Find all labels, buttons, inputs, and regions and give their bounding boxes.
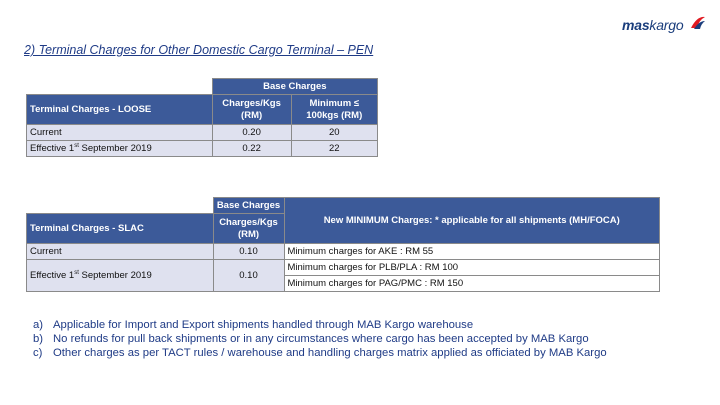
- maskargo-logo: [622, 17, 683, 33]
- row-label: Current: [27, 125, 213, 141]
- note-text: No refunds for pull back shipments or in any circumstances where cargo has been accepted by MAB Kargo: [53, 333, 589, 345]
- row-label: [27, 141, 213, 157]
- page-title: 2) Terminal Charges for Other Domestic Cargo Terminal – PEN: [24, 43, 374, 57]
- row-label: Current: [27, 244, 214, 260]
- minimum-header: Minimum ≤ 100kgs (RM): [291, 95, 377, 125]
- loose-row-header: Terminal Charges - LOOSE: [27, 95, 213, 125]
- note-label: b): [33, 333, 44, 345]
- slac-row-header: Terminal Charges - SLAC: [27, 214, 214, 244]
- minimum-value: 20: [291, 125, 377, 141]
- table-row: [27, 141, 378, 157]
- wau-logo-icon: [689, 14, 707, 32]
- row-label-sup: st: [74, 269, 79, 276]
- table-row: [27, 260, 660, 276]
- notes-list: [33, 318, 607, 360]
- row-label-text: September 2019: [78, 143, 152, 155]
- minimum-charge-pag: Minimum charges for PAG/PMC : RM 150: [284, 276, 660, 292]
- new-minimum-header: New MINIMUM Charges: * applicable for all shipments (MH/FOCA): [284, 198, 660, 244]
- minimum-value: 22: [291, 141, 377, 157]
- base-charges-header: Base Charges: [213, 198, 284, 214]
- logo-mas-text: mas: [622, 17, 650, 33]
- row-label-sup: st: [74, 142, 79, 149]
- row-label-text: Effective 1: [30, 270, 75, 282]
- charge-value: 0.10: [213, 260, 284, 292]
- note-label: c): [33, 347, 43, 359]
- charges-per-kg-header: Charges/Kgs (RM): [213, 214, 284, 244]
- row-label-text: September 2019: [78, 270, 152, 282]
- table-row: [27, 244, 660, 260]
- logo-kargo-text: kargo: [649, 17, 684, 33]
- charge-value: 0.20: [212, 125, 291, 141]
- row-label-text: Effective 1: [30, 143, 75, 155]
- minimum-charge-plb: Minimum charges for PLB/PLA : RM 100: [284, 260, 660, 276]
- slac-charges-table: [26, 197, 660, 292]
- list-item: [33, 318, 607, 332]
- table-row: [27, 125, 378, 141]
- row-label: [27, 260, 214, 292]
- note-text: Applicable for Import and Export shipments handled through MAB Kargo warehouse: [53, 319, 474, 331]
- note-text: Other charges as per TACT rules / warehouse and handling charges matrix applied as officiated by MAB Kargo: [53, 347, 607, 359]
- minimum-charge-ake: Minimum charges for AKE : RM 55: [284, 244, 660, 260]
- list-item: [33, 332, 607, 346]
- list-item: [33, 346, 607, 360]
- base-charges-header: Base Charges: [212, 79, 377, 95]
- charge-value: 0.10: [213, 244, 284, 260]
- charges-per-kg-header: Charges/Kgs (RM): [212, 95, 291, 125]
- note-label: a): [33, 319, 44, 331]
- charge-value: 0.22: [212, 141, 291, 157]
- loose-charges-table: [26, 78, 378, 157]
